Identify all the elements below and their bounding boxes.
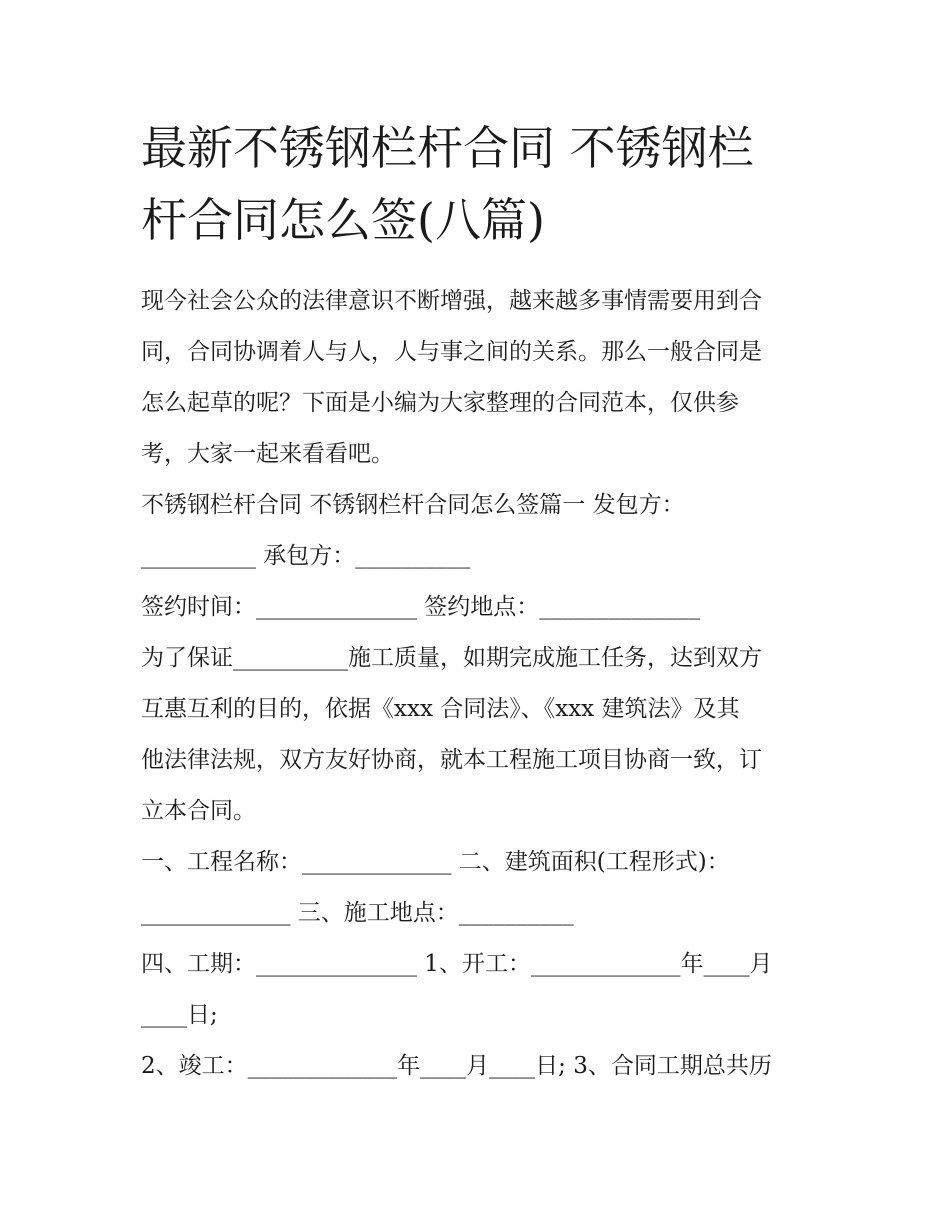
title-line-1: 最新不锈钢栏杆合同 不锈钢栏 xyxy=(141,121,754,175)
clause-line-4: ____日; xyxy=(141,1002,218,1028)
body-line-3: 怎么起草的呢？下面是小编为大家整理的合同范本，仅供参 xyxy=(141,390,739,416)
party-line: __________ 承包方：__________ xyxy=(141,543,471,569)
clause-line-3: 四、工期：______________ 1、开工：_____________年____月 xyxy=(141,951,773,977)
body-line-10: 他法律法规，双方友好协商，就本工程施工项目协商一致，订 xyxy=(141,747,762,773)
clause-line-1: 一、工程名称：_____________ 二、建筑面积(工程形式)： xyxy=(141,849,730,875)
body-line-11: 立本合同。 xyxy=(141,798,256,824)
body-line-8: 为了保证__________施工质量，如期完成施工任务，达到双方 xyxy=(141,645,762,671)
body-line-9: 互惠互利的目的，依据《xxx 合同法》、《xxx 建筑法》及其 xyxy=(141,696,740,722)
signing-info-line: 签约时间：______________ 签约地点：______________ xyxy=(141,594,701,620)
section-heading-line: 不锈钢栏杆合同 不锈钢栏杆合同怎么签篇一 发包方： xyxy=(141,492,685,518)
clause-line-5: 2、竣工：_____________年____月____日; 3、合同工期总共历 xyxy=(141,1053,772,1079)
clause-line-2: _____________ 三、施工地点：__________ xyxy=(141,900,574,926)
document-title xyxy=(141,112,821,256)
body-line-2: 同，合同协调着人与人，人与事之间的关系。那么一般合同是 xyxy=(141,339,762,365)
body-line-4: 考，大家一起来看看吧。 xyxy=(141,441,394,467)
body-line-1: 现今社会公众的法律意识不断增强，越来越多事情需要用到合 xyxy=(141,288,762,314)
title-line-2: 杆合同怎么签(八篇) xyxy=(141,193,545,247)
